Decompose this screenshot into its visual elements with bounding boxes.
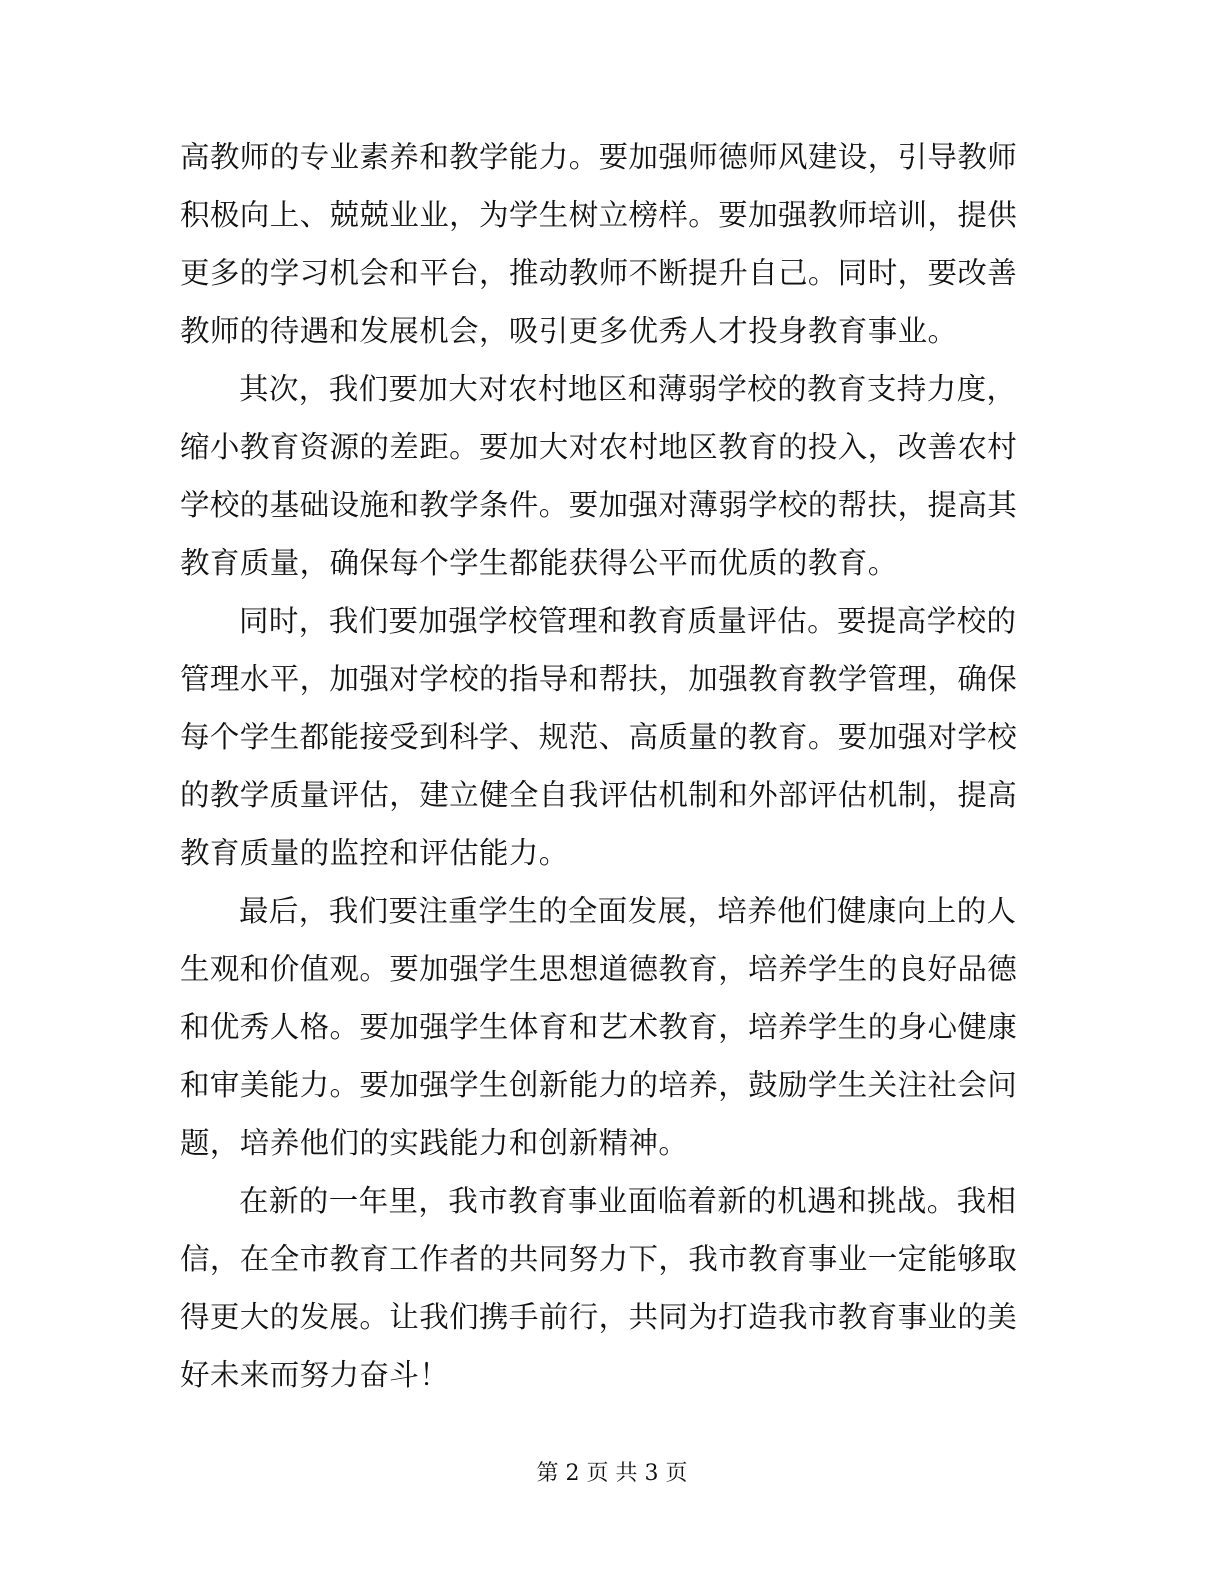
paragraph-5-line-1: 在新的一年里，我市教育事业面临着新的机遇和挑战。我相 — [239, 1184, 1017, 1218]
paragraph-3-line-5: 教育质量的监控和评估能力。 — [180, 836, 569, 870]
paragraph-3-line-4: 的教学质量评估，建立健全自我评估机制和外部评估机制，提高 — [180, 778, 1018, 812]
paragraph-3-line-1: 同时，我们要加强学校管理和教育质量评估。要提高学校的 — [239, 604, 1017, 638]
paragraph-2-line-1: 其次，我们要加大对农村地区和薄弱学校的教育支持力度， — [239, 372, 1017, 406]
paragraph-1-line-1: 高教师的专业素养和教学能力。要加强师德师风建设，引导教师 — [180, 140, 1018, 174]
paragraph-4-line-3: 和优秀人格。要加强学生体育和艺术教育，培养学生的身心健康 — [180, 1010, 1018, 1044]
paragraph-4-line-4: 和审美能力。要加强学生创新能力的培养，鼓励学生关注社会问 — [180, 1068, 1018, 1102]
paragraph-5-line-4: 好未来而努力奋斗！ — [180, 1358, 450, 1392]
paragraph-2-line-3: 学校的基础设施和教学条件。要加强对薄弱学校的帮扶，提高其 — [180, 488, 1018, 522]
paragraph-2-line-4: 教育质量，确保每个学生都能获得公平而优质的教育。 — [180, 546, 898, 580]
paragraph-3-line-3: 每个学生都能接受到科学、规范、高质量的教育。要加强对学校 — [180, 720, 1018, 754]
paragraph-1-line-3: 更多的学习机会和平台，推动教师不断提升自己。同时，要改善 — [180, 256, 1018, 290]
paragraph-4-line-1: 最后，我们要注重学生的全面发展，培养他们健康向上的人 — [239, 894, 1017, 928]
paragraph-5-line-3: 得更大的发展。让我们携手前行，共同为打造我市教育事业的美 — [180, 1300, 1018, 1334]
paragraph-4-line-5: 题，培养他们的实践能力和创新精神。 — [180, 1126, 689, 1160]
paragraph-1-line-4: 教师的待遇和发展机会，吸引更多优秀人才投身教育事业。 — [180, 314, 958, 348]
paragraph-5-line-2: 信，在全市教育工作者的共同努力下，我市教育事业一定能够取 — [180, 1242, 1018, 1276]
page-number-footer: 第 2 页 共 3 页 — [536, 1461, 688, 1486]
paragraph-1-line-2: 积极向上、兢兢业业，为学生树立榜样。要加强教师培训，提供 — [180, 198, 1018, 232]
paragraph-2-line-2: 缩小教育资源的差距。要加大对农村地区教育的投入，改善农村 — [180, 430, 1018, 464]
paragraph-3-line-2: 管理水平，加强对学校的指导和帮扶，加强教育教学管理，确保 — [180, 662, 1018, 696]
paragraph-4-line-2: 生观和价值观。要加强学生思想道德教育，培养学生的良好品德 — [180, 952, 1018, 986]
